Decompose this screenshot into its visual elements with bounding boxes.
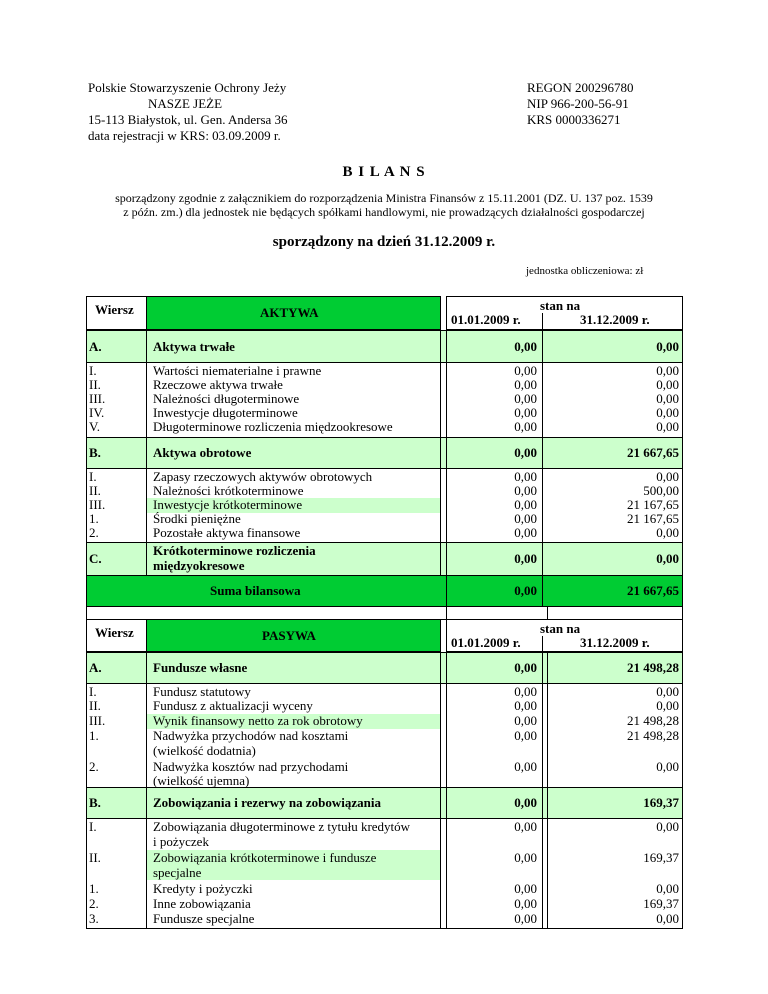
row-v1: 0,00	[514, 896, 537, 911]
ids-block	[527, 80, 634, 128]
row-key: 2.	[89, 896, 99, 911]
pasywa-col-wiersz: Wiersz	[95, 625, 134, 640]
pasywa-A-v1: 0,00	[514, 660, 537, 675]
suma-label: Suma bilansowa	[210, 583, 301, 598]
row-label: Należności długoterminowe	[153, 391, 300, 406]
subtitle-line-1: sporządzony zgodnie z załącznikiem do rozporządzenia Ministra Finansów z 15.11.2001 (DZ. U. 137 poz. 1539	[115, 191, 653, 205]
aktywa-col-date-2: 31.12.2009 r.	[580, 312, 650, 327]
aktywa-A-v1: 0,00	[514, 339, 537, 354]
aktywa-B-v2: 21 667,65	[627, 445, 679, 460]
row-v2: 21 167,65	[627, 511, 679, 526]
row-v2: 0,00	[656, 391, 679, 406]
row-v1: 0,00	[514, 759, 537, 774]
nip: NIP 966-200-56-91	[527, 96, 629, 111]
row-key: II.	[89, 698, 101, 713]
aktywa-C-label-2: międzyokresowe	[153, 558, 245, 573]
row-v1: 0,00	[514, 525, 537, 540]
aktywa-C-v1: 0,00	[514, 551, 537, 566]
pasywa-B-label: Zobowiązania i rezerwy na zobowiązania	[153, 795, 381, 810]
row-v2: 0,00	[656, 911, 679, 926]
row-v1: 0,00	[514, 405, 537, 420]
row-v1: 0,00	[514, 881, 537, 896]
row-label: Inwestycje krótkoterminowe	[153, 497, 303, 512]
pasywa-col-date-2: 31.12.2009 r.	[580, 635, 650, 650]
aktywa-A-v2: 0,00	[656, 339, 679, 354]
row-v1: 0,00	[514, 469, 537, 484]
row-v1: 0,00	[514, 363, 537, 378]
row-label: Nadwyżka przychodów nad kosztami	[153, 728, 349, 743]
row-label-cont: (wielkość dodatnia)	[153, 743, 256, 758]
aktywa-col-wiersz: Wiersz	[95, 302, 134, 317]
row-v2: 169,37	[643, 850, 679, 865]
row-label-cont: i pożyczek	[153, 834, 209, 849]
org-block	[88, 80, 288, 144]
unit-note: jednostka obliczeniowa: zł	[526, 265, 644, 277]
row-key: II.	[89, 483, 101, 498]
row-key: II.	[89, 377, 101, 392]
row-label: Inwestycje długoterminowe	[153, 405, 298, 420]
pasywa-A-key: A.	[89, 660, 102, 675]
row-label: Zobowiązania długoterminowe z tytułu kredytów	[153, 819, 411, 834]
pasywa-col-title: PASYWA	[262, 628, 316, 643]
row-v2: 0,00	[656, 881, 679, 896]
row-v1: 0,00	[514, 511, 537, 526]
row-label-cont: (wielkość ujemna)	[153, 773, 250, 788]
org-short-name: NASZE JEŻE	[148, 96, 223, 111]
row-key: 2.	[89, 525, 99, 540]
aktywa-col-date-1: 01.01.2009 r.	[451, 312, 521, 327]
row-label: Nadwyżka kosztów nad przychodami	[153, 759, 349, 774]
row-v1: 0,00	[514, 497, 537, 512]
row-key: I.	[89, 469, 97, 484]
pasywa-B-v1: 0,00	[514, 795, 537, 810]
suma-v2: 21 667,65	[627, 583, 679, 598]
row-v2: 21 498,28	[627, 713, 679, 728]
row-v1: 0,00	[514, 850, 537, 865]
aktywa-col-stan: stan na	[540, 298, 581, 313]
row-v2: 169,37	[643, 896, 679, 911]
row-v2: 0,00	[656, 759, 679, 774]
row-label: Fundusz statutowy	[153, 684, 251, 699]
row-key: 1.	[89, 728, 99, 743]
aktywa-A-key: A.	[89, 339, 102, 354]
row-v2: 0,00	[656, 698, 679, 713]
row-key: I.	[89, 684, 97, 699]
row-label: Rzeczowe aktywa trwałe	[153, 377, 283, 392]
krs: KRS 0000336271	[527, 112, 621, 127]
row-v1: 0,00	[514, 377, 537, 392]
row-label: Wynik finansowy netto za rok obrotowy	[153, 713, 363, 728]
row-key: III.	[89, 713, 106, 728]
row-label: Długoterminowe rozliczenia międzookresowe	[153, 419, 393, 434]
aktywa-C-label-1: Krótkoterminowe rozliczenia	[153, 543, 316, 558]
row-key: I.	[89, 363, 97, 378]
row-key: III.	[89, 497, 106, 512]
row-label: Inne zobowiązania	[153, 896, 251, 911]
row-key: III.	[89, 391, 106, 406]
row-v1: 0,00	[514, 728, 537, 743]
row-v2: 0,00	[656, 363, 679, 378]
pasywa-col-date-1: 01.01.2009 r.	[451, 635, 521, 650]
row-v2: 21 167,65	[627, 497, 679, 512]
pasywa-B-key: B.	[89, 795, 101, 810]
row-label: Kredyty i pożyczki	[153, 881, 253, 896]
aktywa-col-title: AKTYWA	[260, 305, 319, 320]
row-label-cont: specjalne	[153, 865, 202, 880]
subtitle	[0, 191, 768, 219]
org-krs-date: data rejestracji w KRS: 03.09.2009 r.	[88, 128, 281, 143]
subtitle-line-2: z późn. zm.) dla jednostek nie będących spółkami handlowymi, nie prowadzących działalności gospodarczej	[123, 205, 645, 219]
org-name: Polskie Stowarzyszenie Ochrony Jeży	[88, 80, 287, 95]
regon: REGON 200296780	[527, 80, 634, 95]
pasywa-A-label: Fundusze własne	[153, 660, 248, 675]
row-v2: 0,00	[656, 684, 679, 699]
doc-title: B I L A N S	[342, 164, 426, 180]
row-v2: 0,00	[656, 377, 679, 392]
row-key: V.	[89, 419, 100, 434]
aktywa-B-label: Aktywa obrotowe	[153, 445, 252, 460]
row-v1: 0,00	[514, 483, 537, 498]
row-v2: 0,00	[656, 819, 679, 834]
row-v1: 0,00	[514, 419, 537, 434]
pasywa-col-stan: stan na	[540, 621, 581, 636]
row-label: Należności krótkoterminowe	[153, 483, 304, 498]
row-v2: 0,00	[656, 469, 679, 484]
aktywa-B-v1: 0,00	[514, 445, 537, 460]
aktywa-B-key: B.	[89, 445, 101, 460]
row-key: II.	[89, 850, 101, 865]
aktywa-C-v2: 0,00	[656, 551, 679, 566]
row-label: Fundusze specjalne	[153, 911, 255, 926]
row-key: 1.	[89, 881, 99, 896]
pasywa-A-v2: 21 498,28	[627, 660, 679, 675]
row-label: Wartości niematerialne i prawne	[153, 363, 322, 378]
row-v1: 0,00	[514, 819, 537, 834]
row-label: Zobowiązania krótkoterminowe i fundusze	[153, 850, 377, 865]
row-label: Środki pieniężne	[153, 511, 241, 526]
row-label: Pozostałe aktywa finansowe	[153, 525, 301, 540]
row-key: I.	[89, 819, 97, 834]
row-v2: 0,00	[656, 525, 679, 540]
row-label: Fundusz z aktualizacji wyceny	[153, 698, 313, 713]
row-v1: 0,00	[514, 684, 537, 699]
row-key: IV.	[89, 405, 105, 420]
row-v1: 0,00	[514, 391, 537, 406]
suma-v1: 0,00	[514, 583, 537, 598]
row-label: Zapasy rzeczowych aktywów obrotowych	[153, 469, 373, 484]
row-key: 3.	[89, 911, 99, 926]
row-key: 1.	[89, 511, 99, 526]
date-heading: sporządzony na dzień 31.12.2009 r.	[272, 234, 496, 250]
row-v1: 0,00	[514, 911, 537, 926]
aktywa-C-key: C.	[89, 551, 102, 566]
row-v2: 21 498,28	[627, 728, 679, 743]
pasywa-B-v2: 169,37	[643, 795, 679, 810]
aktywa-A-label: Aktywa trwałe	[153, 339, 235, 354]
row-v2: 0,00	[656, 419, 679, 434]
row-key: 2.	[89, 759, 99, 774]
row-v1: 0,00	[514, 698, 537, 713]
row-v2: 500,00	[643, 483, 679, 498]
row-v2: 0,00	[656, 405, 679, 420]
org-address: 15-113 Białystok, ul. Gen. Andersa 36	[88, 112, 288, 127]
row-v1: 0,00	[514, 713, 537, 728]
